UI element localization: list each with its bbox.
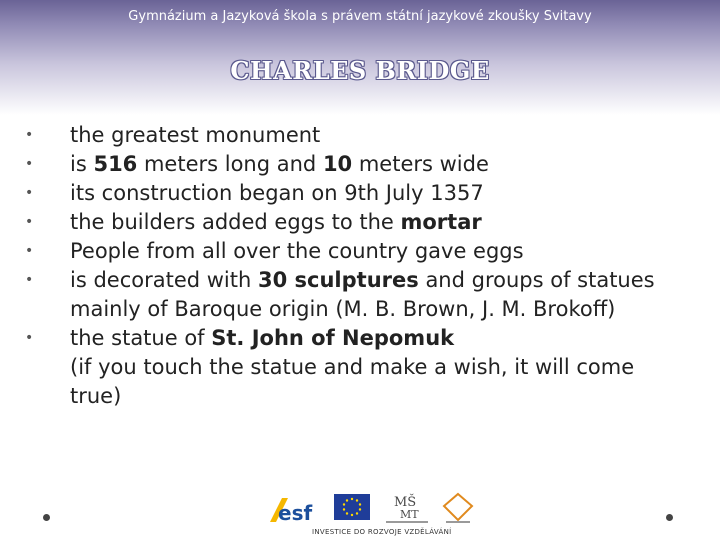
bullet-dot: • bbox=[25, 214, 34, 230]
op-vk-logo bbox=[442, 492, 474, 526]
esf-logo bbox=[268, 494, 324, 526]
svg-text:esf: esf bbox=[278, 501, 313, 525]
bullet-dot: • bbox=[25, 243, 34, 259]
bullet-continuation: (if you touch the statue and make a wish, it will come true) bbox=[70, 355, 635, 408]
bullet-item bbox=[25, 208, 685, 237]
svg-text:MŠ: MŠ bbox=[394, 495, 417, 510]
bullet-list bbox=[25, 121, 685, 411]
bullet-dot: • bbox=[25, 272, 34, 288]
bullet-emphasis: mortar bbox=[400, 210, 482, 234]
bottom-right-dot bbox=[666, 514, 673, 521]
bullet-text: the builders added eggs to the bbox=[70, 210, 401, 234]
bullet-text: the statue of bbox=[70, 326, 212, 350]
bullet-dot: • bbox=[25, 156, 34, 172]
bullet-text: the greatest monument bbox=[70, 123, 321, 147]
bullet-emphasis: 30 sculptures bbox=[258, 268, 419, 292]
bullet-emphasis: 516 bbox=[93, 152, 138, 176]
footer-logos bbox=[268, 490, 478, 536]
bullet-item bbox=[25, 266, 685, 324]
bullet-item bbox=[25, 237, 685, 266]
bullet-item bbox=[25, 179, 685, 208]
bullet-dot: • bbox=[25, 185, 34, 201]
bullet-item bbox=[25, 121, 685, 150]
bullet-dot: • bbox=[25, 330, 34, 346]
svg-text:MT: MT bbox=[400, 508, 419, 521]
eu-flag-logo bbox=[334, 494, 370, 520]
bullet-text: is bbox=[70, 152, 94, 176]
bullet-text: People from all over the country gave eggs bbox=[70, 239, 524, 263]
footer-tagline: INVESTICE DO ROZVOJE VZDĚLÁVÁNÍ bbox=[312, 528, 452, 536]
bullet-emphasis: 10 bbox=[322, 152, 353, 176]
bullet-item bbox=[25, 150, 685, 179]
bullet-text: meters long and bbox=[137, 152, 323, 176]
bottom-left-dot bbox=[43, 514, 50, 521]
slide-title: CHARLES BRIDGE bbox=[230, 56, 490, 85]
bullet-item bbox=[25, 324, 685, 353]
bullet-dot: • bbox=[25, 127, 34, 143]
school-header: Gymnázium a Jazyková škola s právem státní jazykové zkoušky Svitavy bbox=[128, 9, 592, 24]
bullet-text: is decorated with bbox=[70, 268, 258, 292]
bullet-text: its construction began on 9th July 1357 bbox=[70, 181, 484, 205]
msmt-logo bbox=[384, 492, 430, 526]
bullet-text: and groups of statues mainly of Baroque origin (M. B. Brown, J. M. Brokoff) bbox=[70, 268, 655, 321]
bullet-text: meters wide bbox=[352, 152, 489, 176]
bullet-emphasis: St. John of Nepomuk bbox=[211, 326, 455, 350]
